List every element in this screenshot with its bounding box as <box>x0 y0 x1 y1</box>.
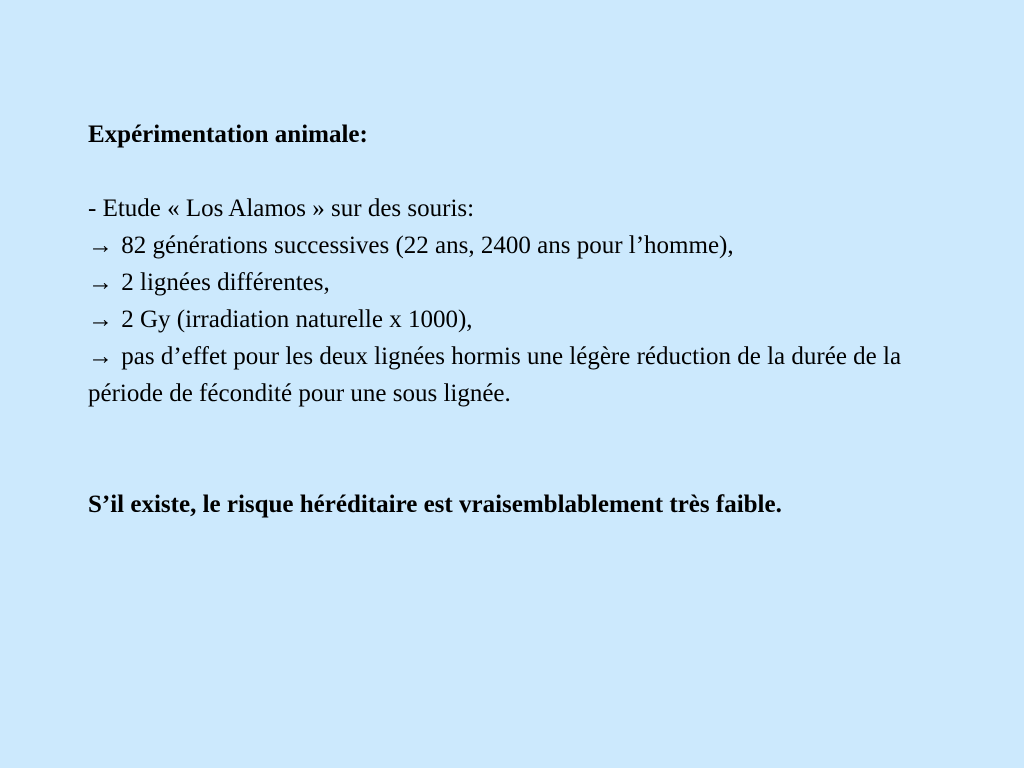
bullet-text: 82 générations successives (22 ans, 2400 ans pour l’homme), <box>121 232 734 259</box>
spacer <box>88 153 978 190</box>
bullet-text: pas d’effet pour les deux lignées hormis une légère réduction de la durée de la période de fécondité pour une sous lignée. <box>88 343 902 407</box>
slide-heading: Expérimentation animale: <box>88 121 368 148</box>
bullet-point-1 <box>88 227 978 264</box>
arrow-icon: → <box>88 343 113 370</box>
intro-line: - Etude « Los Alamos » sur des souris: <box>88 195 475 222</box>
arrow-icon: → <box>88 269 113 296</box>
bullet-point-2 <box>88 264 978 301</box>
bullet-text: 2 Gy (irradiation naturelle x 1000), <box>121 306 473 333</box>
bullet-text: 2 lignées différentes, <box>121 269 330 296</box>
bullet-point-4 <box>88 338 978 412</box>
spacer <box>88 412 978 486</box>
bullet-point-3 <box>88 301 978 338</box>
arrow-icon: → <box>88 306 113 333</box>
conclusion-text: S’il existe, le risque héréditaire est vraisemblablement très faible. <box>88 491 782 518</box>
arrow-icon: → <box>88 232 113 259</box>
slide-content <box>88 116 978 523</box>
